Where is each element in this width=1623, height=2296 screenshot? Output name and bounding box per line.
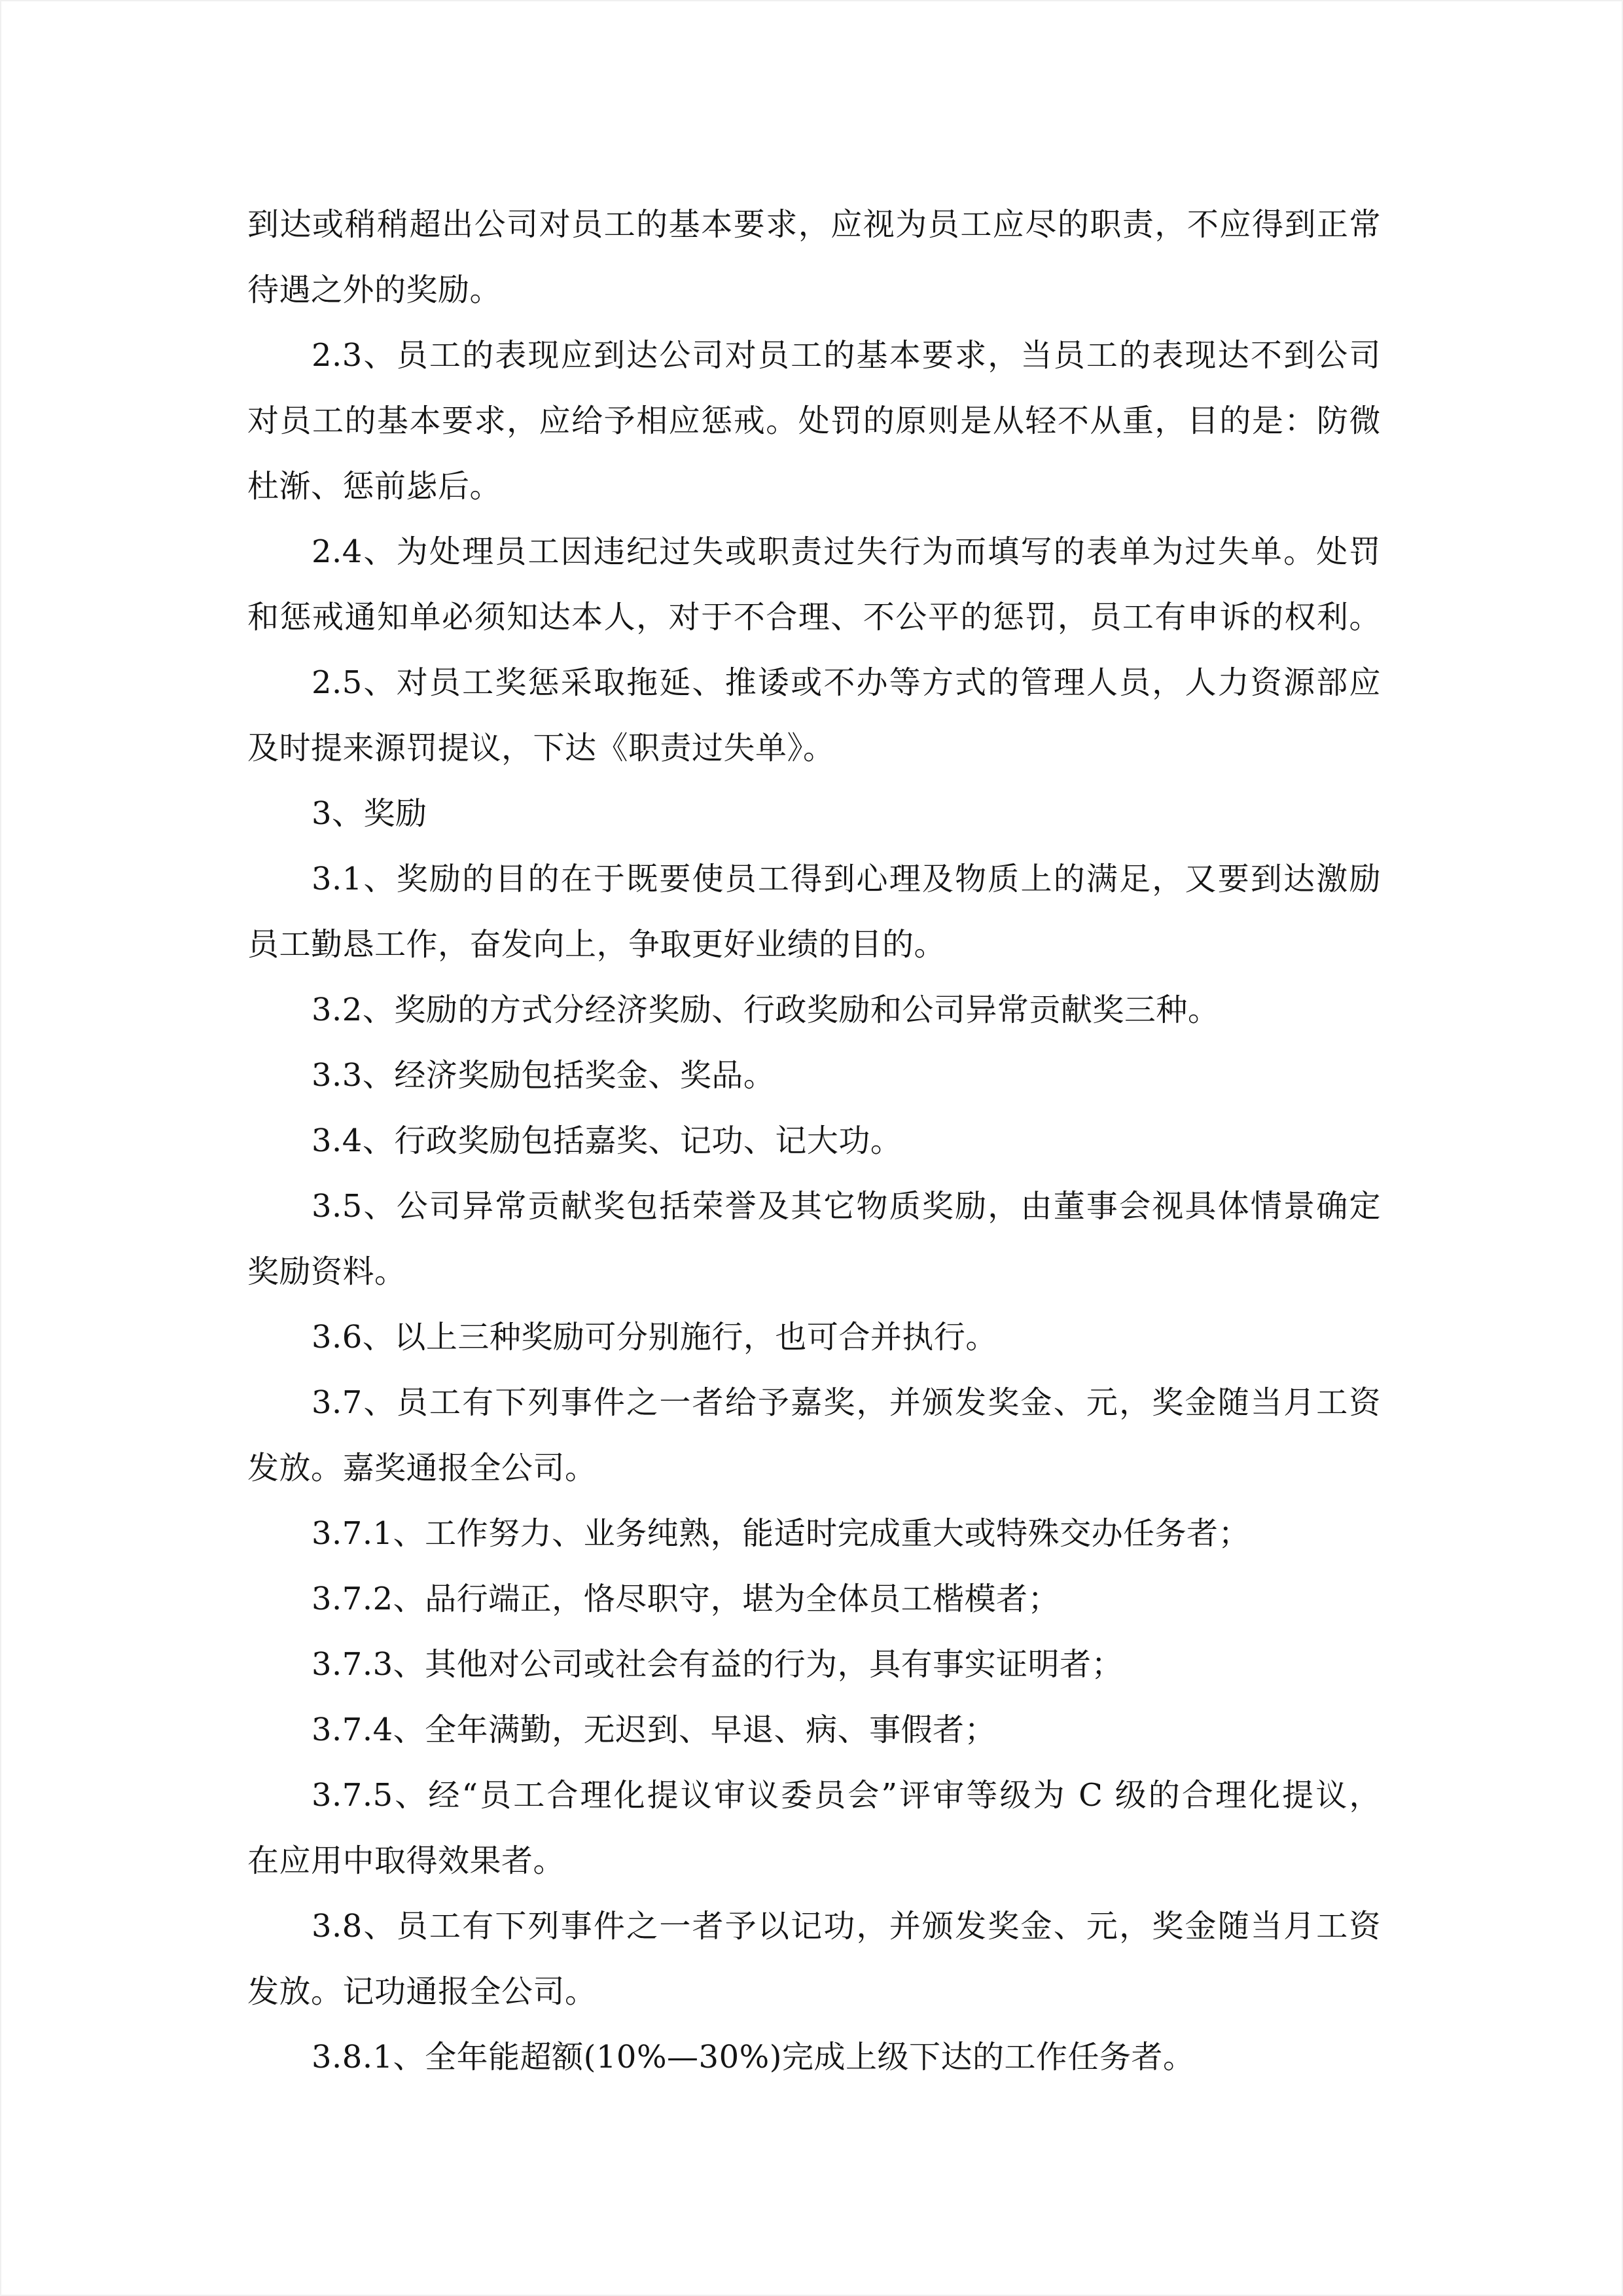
text-line: 及时提来源罚提议，下达《职责过失单》。	[247, 730, 835, 766]
text-line: 到达或稍稍超出公司对员工的基本要求，应视为员工应尽的职责，不应得到正常	[247, 206, 1381, 243]
text-line: 2.3、员工的表现应到达公司对员工的基本要求，当员工的表现达不到公司	[312, 337, 1381, 374]
text-line: 3.7.4、全年满勤，无迟到、早退、病、事假者；	[312, 1712, 997, 1748]
text-line: 3.5、公司异常贡献奖包括荣誉及其它物质奖励，由董事会视具体情景确定	[312, 1188, 1381, 1225]
text-line: 在应用中取得效果者。	[247, 1842, 565, 1879]
paragraph	[247, 323, 1381, 519]
paragraph	[247, 977, 1381, 1043]
text-line: 2.5、对员工奖惩采取拖延、推诿或不办等方式的管理人员，人力资源部应	[312, 664, 1381, 701]
paragraph	[247, 519, 1381, 650]
paragraph	[247, 1566, 1381, 1632]
paragraph	[247, 1501, 1381, 1566]
paragraph	[247, 1632, 1381, 1697]
text-line: 3.7.3、其他对公司或社会有益的行为，具有事实证明者；	[312, 1646, 1124, 1683]
paragraph	[247, 1370, 1381, 1501]
paragraph	[247, 846, 1381, 977]
text-line: 发放。嘉奖通报全公司。	[247, 1450, 597, 1486]
paragraph	[247, 1174, 1381, 1304]
text-line: 3.7.1、工作努力、业务纯熟，能适时完成重大或特殊交办任务者；	[312, 1515, 1251, 1552]
paragraph	[247, 781, 1381, 846]
text-line: 奖励资料。	[247, 1253, 406, 1290]
text-line: 3、奖励	[312, 795, 427, 832]
document-body	[247, 192, 1381, 2090]
paragraph	[247, 2024, 1381, 2090]
text-line: 员工勤恳工作，奋发向上，争取更好业绩的目的。	[247, 926, 946, 963]
text-line: 3.7.2、品行端正，恪尽职守，堪为全体员工楷模者；	[312, 1581, 1060, 1617]
text-line: 2.4、为处理员工因违纪过失或职责过失行为而填写的表单为过失单。处罚	[312, 533, 1381, 570]
text-line: 3.4、行政奖励包括嘉奖、记功、记大功。	[312, 1122, 902, 1159]
text-line: 3.8、员工有下列事件之一者予以记功，并颁发奖金、元，奖金随当月工资	[312, 1908, 1381, 1945]
text-line: 3.8.1、全年能超额(10%—30%)完成上级下达的工作任务者。	[312, 2039, 1195, 2075]
text-line: 待遇之外的奖励。	[247, 272, 502, 308]
text-line: 3.3、经济奖励包括奖金、奖品。	[312, 1057, 776, 1094]
text-line: 3.2、奖励的方式分经济奖励、行政奖励和公司异常贡献奖三种。	[312, 992, 1220, 1028]
text-line: 3.7、员工有下列事件之一者给予嘉奖，并颁发奖金、元，奖金随当月工资	[312, 1384, 1381, 1421]
paragraph	[247, 1108, 1381, 1174]
text-line: 发放。记功通报全公司。	[247, 1973, 597, 2010]
text-line: 3.7.5、经“员工合理化提议审议委员会”评审等级为 C 级的合理化提议，	[312, 1777, 1381, 1814]
paragraph	[247, 1763, 1381, 1893]
text-line: 3.1、奖励的目的在于既要使员工得到心理及物质上的满足，又要到达激励	[312, 861, 1381, 897]
paragraph	[247, 650, 1381, 781]
text-line: 对员工的基本要求，应给予相应惩戒。处罚的原则是从轻不从重，目的是：防微	[247, 403, 1381, 439]
paragraph	[247, 1043, 1381, 1108]
text-line: 和惩戒通知单必须知达本人，对于不合理、不公平的惩罚，员工有申诉的权利。	[247, 599, 1381, 636]
paragraph	[247, 1304, 1381, 1370]
paragraph	[247, 1893, 1381, 2024]
paragraph	[247, 1697, 1381, 1763]
paragraph	[247, 192, 1381, 323]
text-line: 杜渐、惩前毖后。	[247, 468, 502, 505]
text-line: 3.6、以上三种奖励可分别施行，也可合并执行。	[312, 1319, 997, 1355]
